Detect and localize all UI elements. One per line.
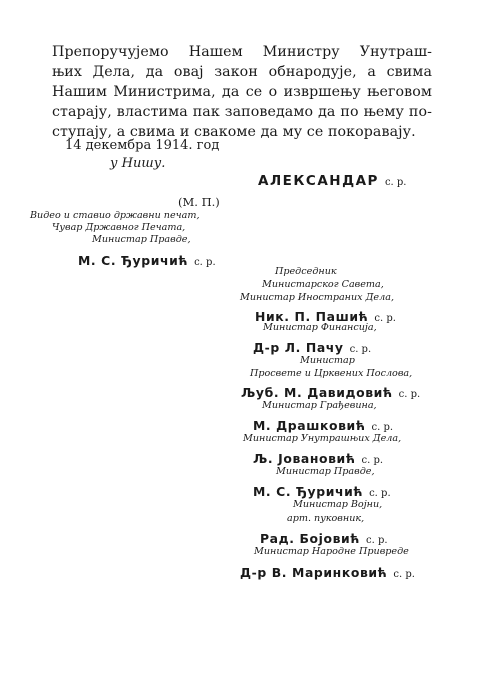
keeper-signature — [78, 250, 216, 269]
minister-3-signed-mark: с. р. — [398, 389, 421, 400]
king-name: АЛЕКСАНДАР — [258, 173, 379, 189]
minister-4-name: М. Драшковић — [253, 418, 366, 433]
keeper-line-1: Видео и ставио државни печат, — [30, 210, 200, 221]
decree-line-4: старају, властима пак заповедамо да по њему по- — [52, 104, 432, 120]
minister-8-title: Министар Народне Привреде — [254, 546, 409, 557]
minister-6-title: Министар Правде, — [276, 466, 375, 477]
minister-2-name: Д-р Л. Пачу — [253, 340, 344, 355]
minister-6-signature — [253, 481, 391, 500]
minister-4-signature — [253, 415, 393, 434]
minister-5-title: Министар Унутрашњих Дела, — [243, 433, 402, 444]
minister-8-signature — [240, 562, 415, 581]
minister-8-signed-mark: с. р. — [393, 569, 415, 580]
minister-7-title-2: арт. пуковник, — [287, 513, 365, 524]
minister-7-signature — [260, 528, 388, 547]
keeper-signed-mark: с. р. — [194, 257, 216, 268]
minister-7-name: Рад. Бојовић — [260, 531, 361, 546]
minister-4-signed-mark: с. р. — [371, 422, 394, 433]
keeper-line-3: Министар Правде, — [92, 234, 191, 245]
minister-5-signature — [253, 448, 383, 467]
minister-4-title: Министар Грађевина, — [262, 400, 377, 411]
minister-3-title-2: Просвете и Црквених Послова, — [250, 368, 413, 379]
king-signed-mark: с. р. — [384, 177, 407, 188]
king-signature — [258, 173, 406, 189]
decree-line-2: њих Дела, да овај закон обнародује, а свима — [52, 64, 432, 80]
minister-1-signed-mark: с. р. — [374, 313, 396, 324]
minister-1-title-2: Министарског Савета, — [262, 279, 384, 290]
minister-2-signature — [253, 337, 371, 356]
decree-paragraph — [52, 42, 432, 142]
minister-7-signed-mark: с. р. — [366, 535, 388, 546]
minister-3-title-1: Министар — [300, 355, 355, 366]
minister-7-title-1: Министар Војни, — [293, 499, 383, 510]
minister-1-title-3: Министар Иностраних Дела, — [240, 292, 394, 303]
minister-1-title-1: Председник — [275, 266, 337, 277]
minister-5-signed-mark: с. р. — [361, 455, 384, 466]
keeper-name: М. С. Ђуричић — [78, 253, 189, 268]
decree-line-3: Нашим Министрима, да се о извршењу његовом — [52, 84, 432, 100]
keeper-line-2: Чувар Државног Печата, — [52, 222, 186, 233]
minister-6-signed-mark: с. р. — [369, 488, 391, 499]
minister-3-name: Љуб. М. Давидовић — [241, 385, 393, 400]
minister-2-title: Министар Финансија, — [263, 322, 377, 333]
minister-5-name: Љ. Јовановић — [253, 451, 356, 466]
minister-2-signed-mark: с. р. — [349, 344, 372, 355]
decree-line-5: ступају, а свима и свакоме да му се покоравају. — [52, 124, 416, 140]
minister-1-name: Ник. П. Пашић — [255, 309, 369, 324]
minister-6-name: М. С. Ђуричић — [253, 484, 364, 499]
seal-mark: (М. П.) — [178, 195, 220, 209]
decree-date: 14 декембра 1914. год — [65, 138, 220, 153]
minister-8-name: Д-р В. Маринковић — [240, 565, 388, 580]
decree-line-1: Препоручујемо Нашем Министру Унутраш- — [52, 44, 432, 60]
decree-place: у Нишу. — [110, 156, 166, 171]
minister-3-signature — [241, 382, 420, 401]
